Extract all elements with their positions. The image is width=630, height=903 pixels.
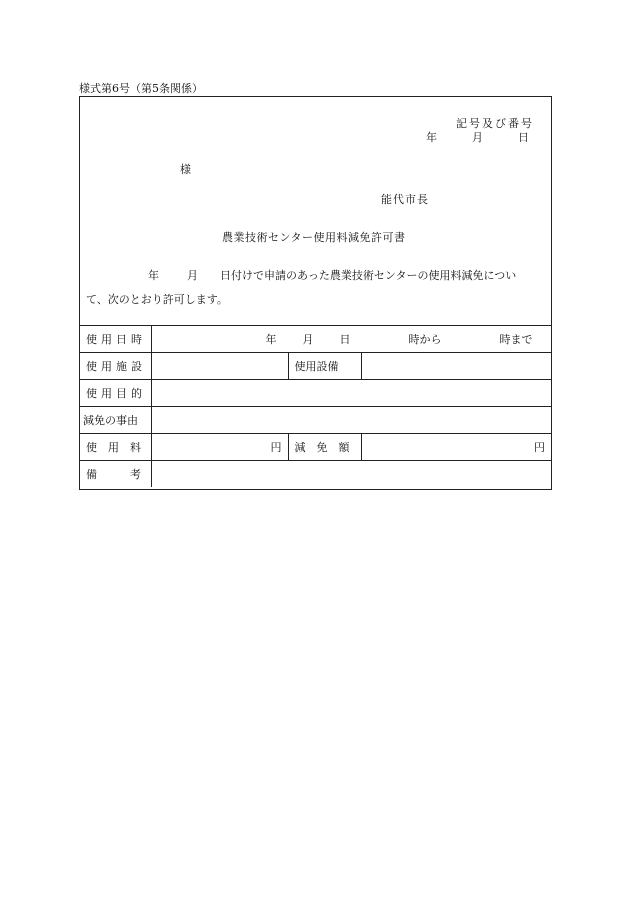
discount-unit: 円	[361, 434, 551, 461]
fee-label: 使 用 料	[80, 434, 151, 461]
document-title: 農業技術センター使用料減免許可書	[222, 231, 406, 244]
datetime-from: 時から	[408, 333, 442, 346]
purpose-value	[151, 380, 551, 407]
issue-date-year: 年	[426, 131, 437, 144]
datetime-day: 日	[339, 333, 351, 346]
datetime-value-cell	[151, 326, 551, 353]
remarks-value	[151, 461, 551, 488]
body-month: 月	[187, 269, 198, 282]
fee-unit: 円	[151, 434, 288, 461]
document-header-area	[80, 97, 551, 325]
table-row	[80, 353, 551, 380]
table-row	[80, 434, 551, 461]
equipment-value	[361, 353, 551, 380]
table-row	[80, 380, 551, 407]
datetime-month: 月	[302, 333, 314, 346]
table-row	[80, 326, 551, 353]
table-row	[80, 461, 551, 488]
equipment-label: 使用設備	[288, 353, 361, 380]
datetime-label: 使用日時	[80, 326, 151, 353]
facility-label: 使用施設	[80, 353, 151, 380]
body-line-2: て、次のとおり許可します。	[86, 293, 228, 306]
datetime-to: 時まで	[499, 333, 533, 346]
body-year: 年	[148, 269, 159, 282]
discount-label: 減 免 額	[288, 434, 361, 461]
reason-label: 減免の事由	[80, 407, 151, 434]
facility-value	[151, 353, 288, 380]
permit-details-table	[80, 325, 551, 487]
reason-value	[151, 407, 551, 434]
body-line-1-text: 日付けで申請のあった農業技術センターの使用料減免につい	[220, 269, 517, 282]
form-number-label: 様式第6号（第5条関係）	[79, 82, 203, 95]
recipient-suffix: 様	[180, 163, 191, 176]
issue-date-day: 日	[518, 131, 529, 144]
purpose-label: 使用目的	[80, 380, 151, 407]
table-row	[80, 407, 551, 434]
issue-date-month: 月	[472, 131, 483, 144]
body-line-1	[86, 264, 548, 288]
remarks-label: 備 考	[80, 461, 151, 488]
datetime-year: 年	[265, 333, 277, 346]
issuer-name: 能代市長	[381, 193, 429, 206]
permit-body-text	[86, 264, 548, 312]
reference-number-label: 記号及び番号	[456, 117, 534, 130]
issue-date-line	[426, 129, 529, 145]
permit-document-frame	[79, 96, 552, 490]
